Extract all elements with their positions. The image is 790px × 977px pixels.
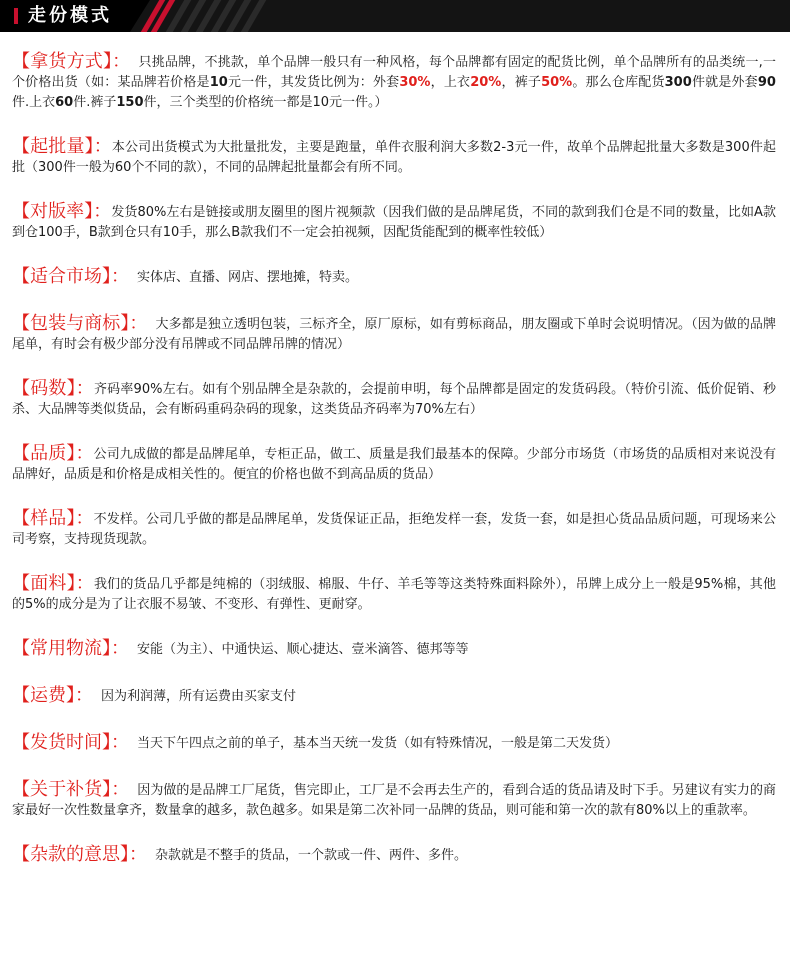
text-bold: 30%	[399, 75, 431, 90]
text-bold: 90	[757, 75, 776, 90]
text-bold: 50%	[541, 75, 573, 90]
section-package	[12, 314, 776, 355]
text-part: 元一件，其发货比例为：外套	[227, 75, 400, 90]
section-freight	[12, 686, 776, 707]
header-banner	[0, 0, 790, 32]
section-sizes	[12, 379, 776, 420]
section-text: 当天下午四点之前的单子，基本当天统一发货（如有特殊情况，一般是第二天发货）	[137, 736, 619, 751]
section-label: 【起批量】：	[12, 136, 112, 157]
section-ship-time	[12, 733, 776, 754]
section-sample	[12, 509, 776, 550]
text-bold: 60	[55, 95, 74, 110]
section-label: 【常用物流】：	[12, 638, 129, 659]
text-bold: 20%	[470, 75, 502, 90]
banner-accent	[14, 8, 18, 24]
section-body	[12, 314, 776, 355]
section-fabric	[12, 574, 776, 615]
section-label: 【面料】：	[12, 573, 94, 594]
section-text: 杂款就是不整手的货品，一个款或一件、两件、多件。	[155, 848, 468, 863]
section-text: 因为做的是品牌工厂尾货，售完即止，工厂是不会再去生产的，看到合适的货品请及时下手。另建议有实力的商家最好一次性数量拿齐，数量拿的越多，款色越多。如果是第二次补同一品牌的货品，则可能和第一次的款有80%以上的重款率。	[12, 783, 776, 818]
section-body	[12, 267, 776, 288]
text-part: 。那么仓库配货	[572, 75, 665, 90]
section-text: 因为利润薄，所有运费由买家支付	[101, 689, 297, 704]
section-label: 【样品】：	[12, 508, 94, 529]
section-body	[12, 202, 776, 243]
text-bold: 10	[209, 75, 228, 90]
content	[0, 52, 790, 866]
section-label: 【拿货方式】：	[12, 51, 131, 72]
section-text: 公司九成做的都是品牌尾单，专柜正品，做工、质量是我们最基本的保障。少部分市场货（市场货的品质相对来说没有品牌好，品质是和价格是成相关性的。便宜的价格也做不到高品质的货品）	[12, 447, 776, 482]
section-body	[12, 52, 776, 113]
text-part: ，裤子	[501, 75, 542, 90]
text-part: ，上衣	[430, 75, 471, 90]
section-restock	[12, 780, 776, 821]
section-text: 实体店、直播、网店、摆地摊，特卖。	[137, 270, 359, 285]
section-text: 本公司出货模式为大批量批发，主要是跑量，单件衣服利润大多数2-3元一件，故单个品牌起批量大多数是300件起批（300件一般为60个不同的款），不同的品牌起批量都会有所不同。	[12, 140, 777, 175]
section-text: 发货80%左右是链接或朋友圈里的图片视频款（因我们做的是品牌尾货，不同的款到我们仓是不同的数量，比如A款到仓100手，B款到仓只有10手，那么B款我们不一定会拍视频，因配货能配到的概率性较低）	[12, 205, 777, 240]
section-label: 【码数】：	[12, 378, 94, 399]
section-body	[12, 574, 776, 615]
section-match	[12, 202, 776, 243]
section-body	[12, 639, 776, 660]
section-text: 我们的货品几乎都是纯棉的（羽绒服、棉服、牛仔、羊毛等等这类特殊面料除外），吊牌上成分上一般是95%棉，其他的5%的成分是为了让衣服不易皱、不变形、有弹性、更耐穿。	[12, 577, 776, 612]
text-part: 件.上衣	[12, 95, 56, 110]
section-label: 【杂款的意思】：	[12, 844, 147, 865]
text-part: 件.裤子	[73, 95, 117, 110]
section-body	[12, 137, 776, 178]
text-part: 件，三个类型的价格统一都是10元一件。）	[143, 95, 388, 110]
section-text: 齐码率90%左右。如有个别品牌全是杂款的，会提前申明，每个品牌都是固定的发货码段。（特价引流、低价促销、秒杀、大品牌等类似货品，会有断码重码杂码的现象，这类货品齐码率为70%左右）	[12, 382, 776, 417]
section-label: 【包装与商标】：	[12, 313, 148, 334]
text-part: 只挑品牌，不挑款，单个品牌一般只有一种风格，每个品牌都有固定的配货比例，单个品牌所有的品类统一,一个价格出货（如：某品牌若价格是	[12, 55, 776, 90]
section-text: 安能（为主）、中通快运、顺心捷达、壹米滴答、德邦等等	[137, 642, 469, 657]
section-body	[12, 845, 776, 866]
section-label: 【发货时间】：	[12, 732, 129, 753]
section-text: 大多都是独立透明包装，三标齐全，原厂原标，如有剪标商品，朋友圈或下单时会说明情况。（因为做的品牌尾单，有时会有极少部分没有吊牌或不同品牌吊牌的情况）	[12, 317, 776, 352]
section-text: 不发样。公司几乎做的都是品牌尾单，发货保证正品，拒绝发样一套，发货一套，如是担心货品品质问题，可现场来公司考察，支持现货现款。	[12, 512, 776, 547]
banner-title: 走份模式	[28, 5, 112, 26]
section-body	[12, 444, 776, 485]
section-label: 【对版率】：	[12, 201, 112, 222]
text-bold: 150	[116, 95, 144, 110]
section-body	[12, 686, 776, 707]
section-label: 【运费】：	[12, 685, 93, 706]
section-moq	[12, 137, 776, 178]
section-pickup	[12, 52, 776, 113]
section-body	[12, 509, 776, 550]
section-body	[12, 780, 776, 821]
section-body	[12, 733, 776, 754]
section-market	[12, 267, 776, 288]
section-logistics	[12, 639, 776, 660]
section-label: 【适合市场】：	[12, 266, 129, 287]
section-quality	[12, 444, 776, 485]
text-part: 件就是外套	[691, 75, 758, 90]
section-body	[12, 379, 776, 420]
section-misc	[12, 845, 776, 866]
section-label: 【关于补货】：	[12, 779, 130, 800]
text-bold: 300	[664, 75, 692, 90]
section-label: 【品质】：	[12, 443, 94, 464]
